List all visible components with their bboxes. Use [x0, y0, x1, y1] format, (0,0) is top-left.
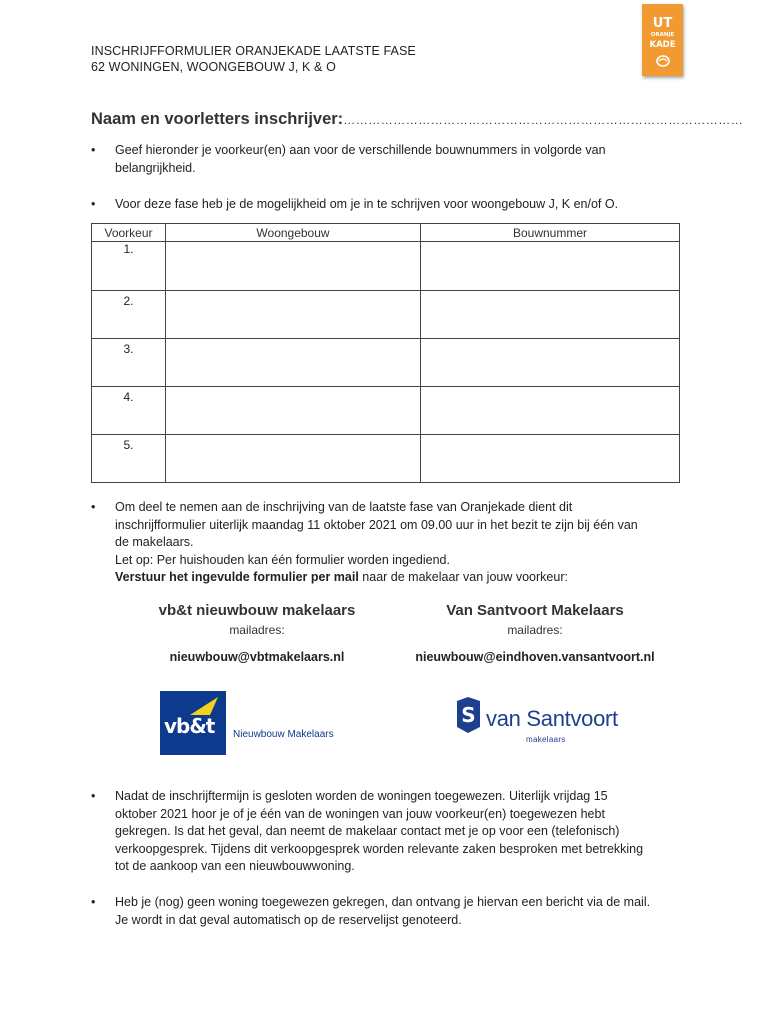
table-row	[92, 291, 680, 339]
bouwnummer-cell[interactable]	[421, 387, 680, 435]
bullet-text-line: Voor deze fase heb je de mogelijkheid om je in te schrijven voor woongebouw J, K en/of O.	[115, 197, 619, 211]
mail-label: mailadres:	[507, 623, 563, 637]
table-row	[92, 387, 680, 435]
broker-vbt	[107, 602, 407, 664]
logo-line-3: KADE	[649, 40, 676, 50]
header-subtitle: 62 WONINGEN, WOONGEBOUW J, K & O	[91, 60, 336, 74]
applicant-label: Naam en voorletters inschrijver:	[91, 110, 344, 128]
wave-icon	[655, 54, 671, 68]
bullet-icon: •	[91, 895, 96, 909]
bullet-text-line: oktober 2021 hoor je of je één van de woningen van jouw voorkeur(en) toegewezen hebt	[115, 806, 605, 821]
bullet-text-line: Om deel te nemen aan de inschrijving van de laatste fase van Oranjekade dient dit	[115, 500, 573, 514]
vansantvoort-logo-text: van Santvoort	[486, 706, 618, 731]
applicant-name-line	[91, 110, 743, 129]
oranjekade-logo	[642, 4, 683, 76]
logo-line-2: ORANJE	[650, 32, 675, 38]
column-header-voorkeur: Voorkeur	[92, 224, 166, 242]
woongebouw-cell[interactable]	[166, 435, 421, 483]
vansantvoort-logo-subtitle: makelaars	[526, 735, 566, 744]
bullet-text-line: verkoopgesprek. Tijdens dit verkoopgesprek worden relevante zaken besproken met betrekking	[115, 841, 644, 856]
bouwnummer-cell[interactable]	[421, 435, 680, 483]
bullet-text-line: gekregen. Is dat het geval, dan neemt de makelaar contact met je op voor een (telefonisch)	[115, 824, 620, 838]
table-row	[92, 435, 680, 483]
column-header-bouwnummer: Bouwnummer	[421, 224, 680, 242]
column-header-woongebouw: Woongebouw	[166, 224, 421, 242]
bullet-text-line: Geef hieronder je voorkeur(en) aan voor de verschillende bouwnummers in volgorde van	[115, 143, 606, 157]
preference-number: 3.	[92, 339, 166, 387]
bouwnummer-cell[interactable]	[421, 242, 680, 291]
broker-email-link[interactable]: nieuwbouw@eindhoven.vansantvoort.nl	[415, 650, 655, 664]
preference-table	[91, 223, 680, 483]
table-row	[92, 242, 680, 291]
preference-number: 4.	[92, 387, 166, 435]
send-instruction-bold: Verstuur het ingevulde formulier per mail	[115, 570, 359, 584]
preference-number: 2.	[92, 291, 166, 339]
bullet-text-line: Heb je (nog) geen woning toegewezen gekregen, dan ontvang je hiervan een bericht via de mail.	[115, 895, 651, 909]
mail-label: mailadres:	[229, 623, 285, 637]
woongebouw-cell[interactable]	[166, 387, 421, 435]
vbt-logo	[160, 691, 226, 755]
svg-text:S: S	[461, 703, 476, 727]
broker-title: vb&t nieuwbouw makelaars	[158, 602, 356, 619]
vbt-logo-subtitle: Nieuwbouw Makelaars	[233, 729, 334, 740]
bullet-icon: •	[91, 500, 96, 514]
vbt-logo-text: vb&t	[164, 714, 215, 738]
bullet-icon: •	[91, 789, 96, 803]
table-row	[92, 339, 680, 387]
bouwnummer-cell[interactable]	[421, 339, 680, 387]
woongebouw-cell[interactable]	[166, 339, 421, 387]
send-instruction-rest: naar de makelaar van jouw voorkeur:	[358, 570, 568, 584]
broker-vansantvoort	[385, 602, 685, 664]
bullet-text-line: tot de aankoop van een nieuwbouwwoning.	[115, 859, 355, 873]
woongebouw-cell[interactable]	[166, 242, 421, 291]
logo-line-1: UT	[652, 16, 673, 31]
woongebouw-cell[interactable]	[166, 291, 421, 339]
vansantvoort-s-icon	[455, 697, 482, 733]
bullet-icon: •	[91, 197, 96, 211]
preference-number: 5.	[92, 435, 166, 483]
bouwnummer-cell[interactable]	[421, 291, 680, 339]
table-header-row	[92, 224, 680, 242]
header-title: INSCHRIJFFORMULIER ORANJEKADE LAATSTE FASE	[91, 44, 416, 58]
preference-number: 1.	[92, 242, 166, 291]
applicant-name-field[interactable]: ……………………………………………………………………………………	[343, 113, 744, 127]
document-header	[91, 43, 416, 75]
broker-email-link[interactable]: nieuwbouw@vbtmakelaars.nl	[169, 650, 345, 664]
bullet-icon: •	[91, 143, 96, 157]
bullet-text-line: belangrijkheid.	[115, 160, 196, 175]
bullet-text-line: Je wordt in dat geval automatisch op de reservelijst genoteerd.	[115, 912, 462, 927]
household-note: Let op: Per huishouden kan één formulier worden ingediend.	[115, 552, 450, 567]
broker-title: Van Santvoort Makelaars	[446, 602, 624, 619]
bullet-text-line: de makelaars.	[115, 535, 194, 549]
bullet-text-line: Nadat de inschrijftermijn is gesloten worden de woningen toegewezen. Uiterlijk vrijdag 15	[115, 789, 608, 803]
send-instruction	[115, 569, 695, 587]
bullet-text-line: inschrijfformulier uiterlijk maandag 11 oktober 2021 om 09.00 uur in het bezit te zijn bij één van	[115, 517, 638, 532]
